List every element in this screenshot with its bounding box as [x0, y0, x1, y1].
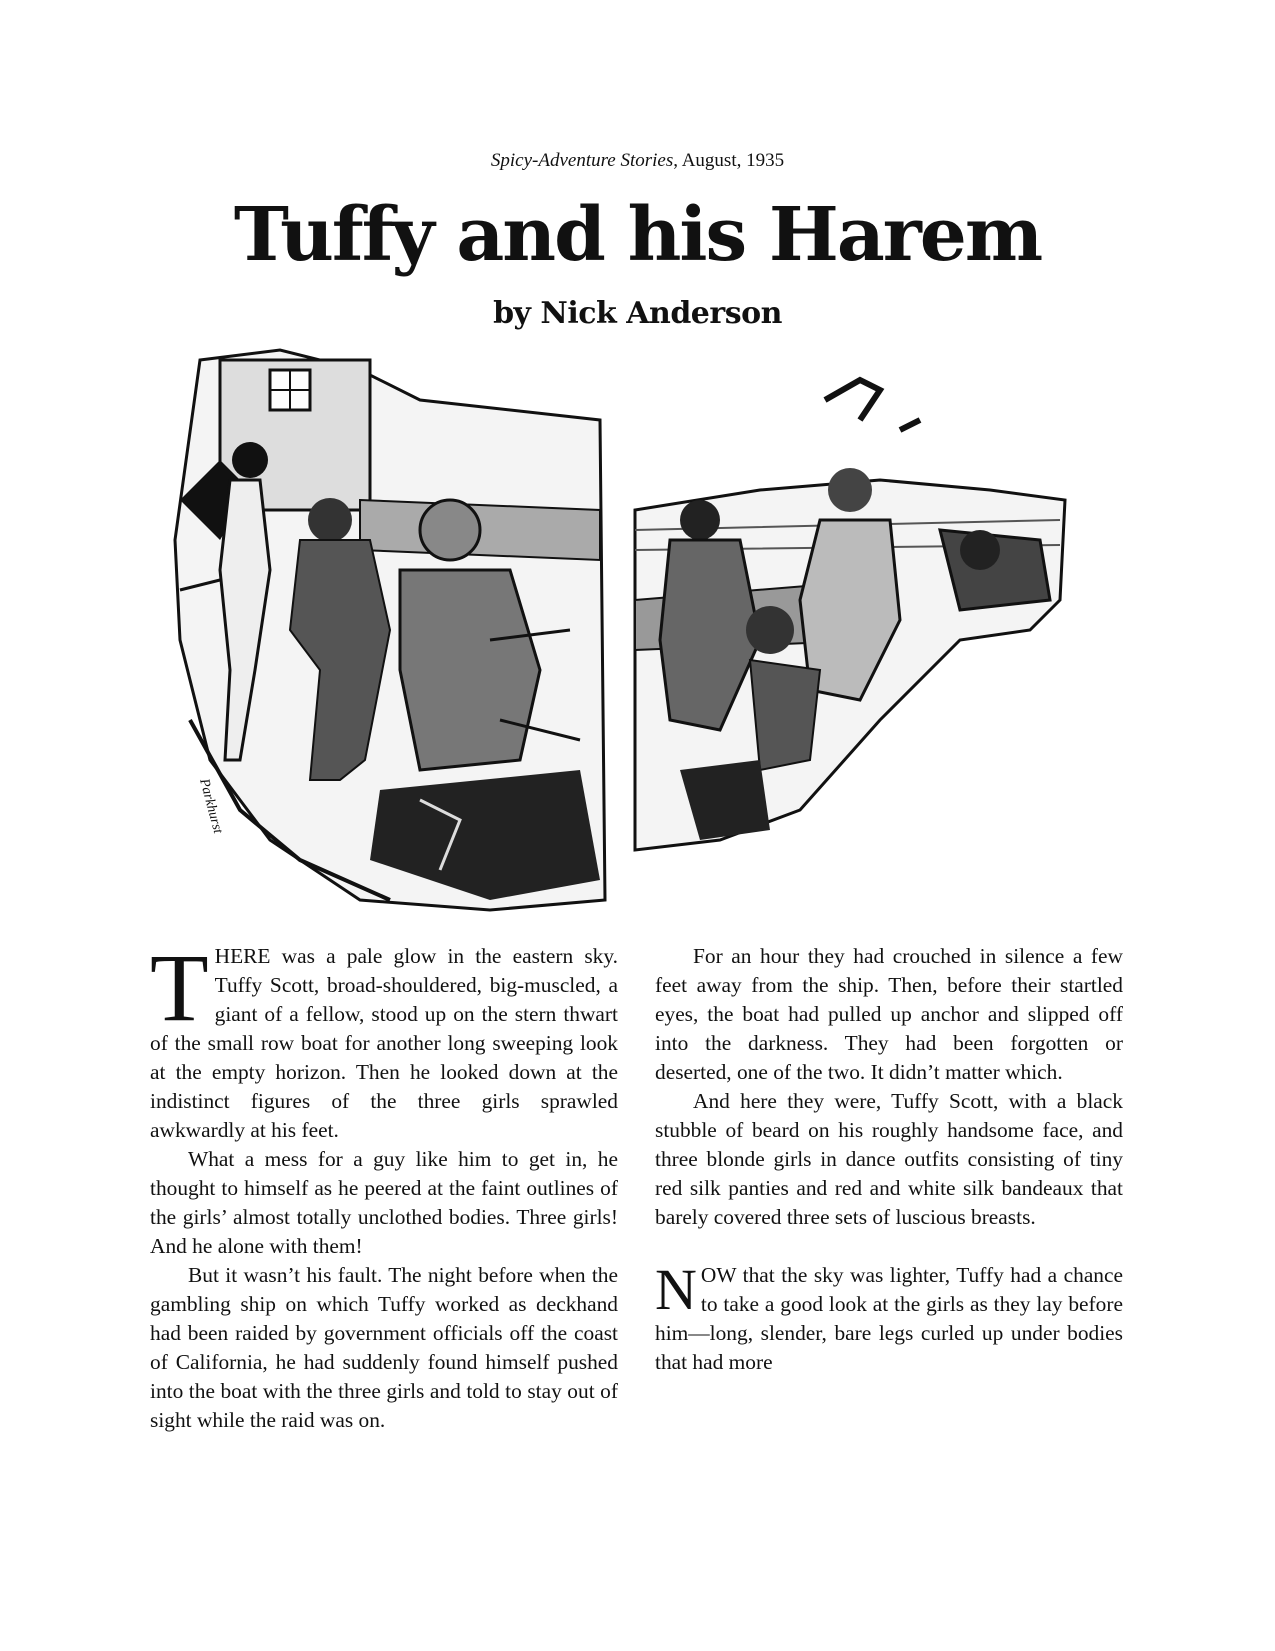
drop-cap-t: T [150, 934, 209, 1041]
illustration-right-panel [635, 380, 1065, 850]
story-byline: by Nick Anderson [493, 296, 782, 331]
text-column-right [655, 942, 1123, 1377]
magazine-name: Spicy-Adventure Stories [490, 150, 674, 171]
paragraph-1-text: HERE was a pale glow in the eastern sky. Tuffy Scott, broad-shouldered, big-muscled, a giant of a fellow, stood up on the stern thwart of the small row boat for another long sweeping look at the empty horizon. Then he looked down at the indistinct figures of the three girls sprawled awkwardly at his feet. [150, 944, 618, 1142]
paragraph-6 [655, 1257, 1123, 1377]
text-column-left [150, 934, 618, 1435]
artist-signature: Parkhurst [196, 777, 226, 836]
issue-date: , August, 1935 [673, 150, 785, 171]
source-line [0, 150, 1275, 172]
illustration-left-panel [175, 350, 605, 910]
story-illustration [160, 340, 1120, 920]
section-break [655, 1232, 1123, 1261]
story-title: Tuffy and his Harem [233, 192, 1042, 278]
paragraph-2: What a mess for a guy like him to get in, he thought to himself as he peered at the faint outlines of the girls’ almost totally unclothed bodies. Three girls! And he alone with them! [150, 1147, 618, 1258]
drop-cap-n: N [655, 1257, 697, 1322]
paragraph-3: But it wasn’t his fault. The night before when the gambling ship on which Tuffy worked as deckhand had been raided by government officials off the coast of California, he had suddenly found himself pushed into the boat with the three girls and told to stay out of sight while the raid was on. [150, 1263, 618, 1432]
paragraph-1 [150, 934, 618, 1145]
paragraph-4: For an hour they had crouched in silence a few feet away from the ship. Then, before their startled eyes, the boat had pulled up anchor and slipped off into the darkness. They had been forgotten or deserted, one of the two. It didn’t matter which. [655, 944, 1123, 1084]
paragraph-6-text: OW that the sky was lighter, Tuffy had a chance to take a good look at the girls as they lay before him—long, slender, bare legs curled up under bodies that had more [655, 1263, 1123, 1374]
paragraph-5: And here they were, Tuffy Scott, with a black stubble of beard on his roughly handsome face, and three blonde girls in dance outfits consisting of tiny red silk panties and red and white silk bandeaux that barely covered three sets of luscious breasts. [655, 1089, 1123, 1229]
